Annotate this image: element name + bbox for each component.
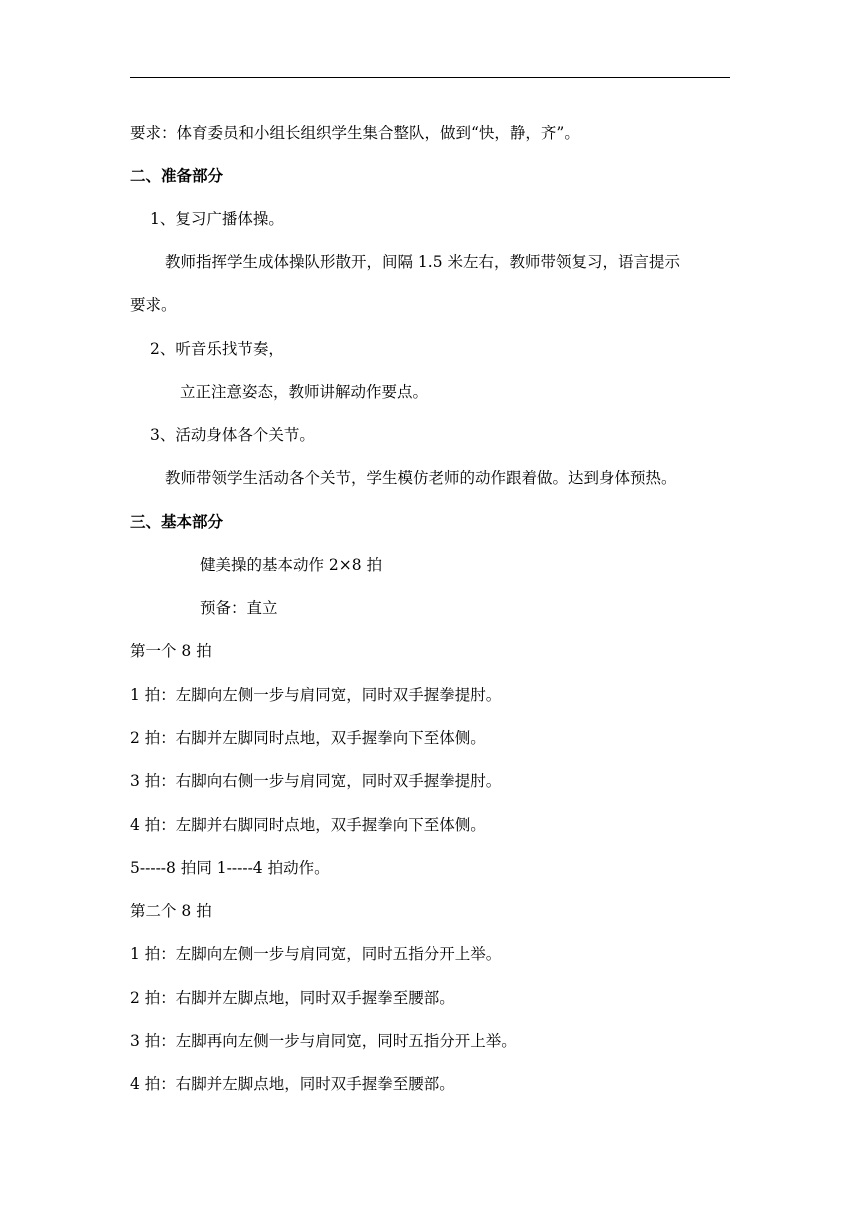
group-2-beat: 2 拍：右脚并左脚点地，同时双手握拳至腰部。 — [130, 989, 455, 1007]
basic-intro-2: 预备：直立 — [200, 599, 278, 617]
header-rule — [130, 77, 730, 78]
group-2-beat: 4 拍：右脚并左脚点地，同时双手握拳至腰部。 — [130, 1075, 455, 1093]
group-2-title: 第二个 8 拍 — [130, 902, 212, 920]
prep-item-1-desc: 教师指挥学生成体操队形散开，间隔 1.5 米左右，教师带领复习，语言提示 — [165, 253, 681, 271]
group-2-beat: 1 拍：左脚向左侧一步与肩同宽，同时五指分开上举。 — [130, 945, 502, 963]
group-1-beat: 4 拍：左脚并右脚同时点地，双手握拳向下至体侧。 — [130, 816, 486, 834]
prep-item-2: 2、听音乐找节奏， — [150, 340, 284, 358]
prep-item-1: 1、复习广播体操。 — [150, 210, 284, 228]
requirement-text: 要求：体育委员和小组长组织学生集合整队，做到“快，静，齐”。 — [130, 124, 580, 142]
basic-intro-1: 健美操的基本动作 2×8 拍 — [200, 556, 383, 574]
prep-item-3: 3、活动身体各个关节。 — [150, 426, 315, 444]
group-1-beat: 1 拍：左脚向左侧一步与肩同宽，同时双手握拳提肘。 — [130, 686, 502, 704]
group-1-beat: 2 拍：右脚并左脚同时点地，双手握拳向下至体侧。 — [130, 729, 486, 747]
group-2-beat: 3 拍：左脚再向左侧一步与肩同宽，同时五指分开上举。 — [130, 1032, 517, 1050]
group-1-beat: 5-----8 拍同 1-----4 拍动作。 — [130, 859, 330, 877]
prep-item-1-desc-cont: 要求。 — [130, 296, 177, 314]
group-1-beat: 3 拍：右脚向右侧一步与肩同宽，同时双手握拳提肘。 — [130, 772, 502, 790]
prep-item-2-desc: 立正注意姿态，教师讲解动作要点。 — [180, 383, 429, 401]
section-heading-preparation: 二、准备部分 — [130, 166, 224, 185]
prep-item-3-desc: 教师带领学生活动各个关节，学生模仿老师的动作跟着做。达到身体预热。 — [165, 469, 677, 487]
section-heading-basic: 三、基本部分 — [130, 512, 224, 531]
group-1-title: 第一个 8 拍 — [130, 642, 212, 660]
